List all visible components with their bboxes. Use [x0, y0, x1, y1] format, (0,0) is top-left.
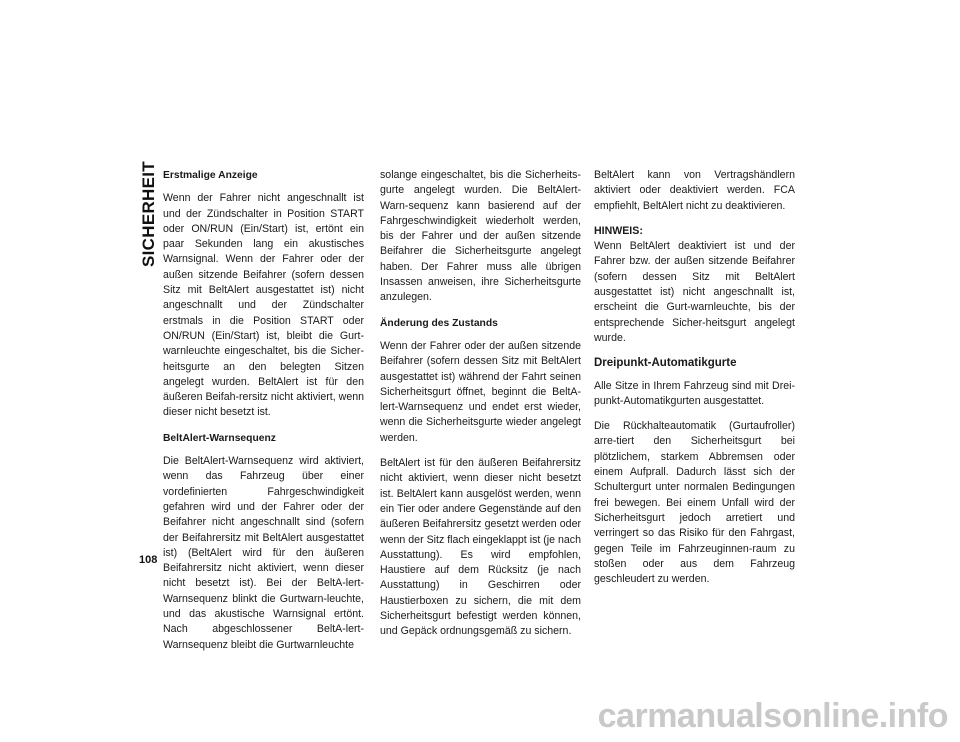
note-heading: HINWEIS:: [594, 224, 643, 237]
paragraph: Alle Sitze in Ihrem Fahrzeug sind mit Drei-punkt-Automatikgurten ausgestattet.: [594, 379, 795, 407]
note-paragraph: Wenn BeltAlert deaktiviert ist und der Fahrer bzw. der außen sitzende Beifahrer (sofern dessen Sitz mit BeltAlert ausgestattet ist) nicht angeschnallt ist, erscheint die Gurt-warnleuchte, bis der entsprechende Sicher-heitsgurt angelegt wurde.: [594, 240, 795, 344]
section-tab-label: SICHERHEIT: [139, 161, 158, 267]
paragraph: BeltAlert ist für den äußeren Beifahrersitz nicht aktiviert, wenn dieser nicht besetzt ist. BeltAlert kann ausgelöst werden, wenn ein Tier oder andere Gegenstände auf den äußeren Beifahrersitz gesetzt werden oder wenn der Sitz flach eingeklappt ist (je nach Ausstattung). Es wird empfohlen, Haustiere auf dem Rücksitz (je nach Ausstattung) in Geschirren oder Haustierboxen zu sichern, die mit dem Sicherheitsgurt befestigt werden können, und Gepäck ordnungsgemäß zu sichern.: [380, 457, 581, 638]
heading-dreipunkt-automatikgurte: Dreipunkt-Automatikgurte: [594, 357, 737, 370]
column-2: [380, 168, 581, 650]
heading-erstmalige-anzeige: Erstmalige Anzeige: [163, 170, 258, 181]
watermark: carmanualsonline.info: [597, 697, 948, 735]
heading-beltalert-warnsequenz: BeltAlert-Warnsequenz: [163, 432, 276, 444]
page-number: 108: [139, 554, 158, 566]
paragraph: Die Rückhalteautomatik (Gurtaufroller) arre-tiert den Sicherheitsgurt bei plötzlichem, starkem Abbremsen oder einem Aufprall. Dadurch lässt sich der Schultergurt unter normalen Bedingungen frei bewegen. Bei einem Unfall wird der Sicherheitsgurt jedoch arretiert und verringert so das Risiko für den Fahrgast, gegen Teile im Fahrzeuginnen-raum zu stoßen oder aus dem Fahrzeug geschleudert zu werden.: [594, 420, 795, 586]
section-tab: [139, 161, 158, 267]
heading-aenderung-des-zustands: Änderung des Zustands: [380, 317, 498, 329]
paragraph: Die BeltAlert-Warnsequenz wird aktiviert, wenn das Fahrzeug über einer vordefinierten Fahrgeschwindigkeit gefahren wird und der Fahrer oder der Beifahrer nicht angeschnallt sind (sofern der Beifahrersitz mit BeltAlert ausgestattet ist) (BeltAlert wird für den äußeren Beifahrersitz nicht aktiviert, wenn dieser nicht besetzt ist). Bei der BeltA-lert-Warnsequenz blinkt die Gurtwarn-leuchte, und das akustische Warnsignal ertönt. Nach abgeschlossener BeltA-lert-Warnsequenz bleibt die Gurtwarnleuchte: [163, 455, 364, 651]
paragraph: Wenn der Fahrer nicht angeschnallt ist und der Zündschalter in Position START oder ON/RUN (Ein/Start) ist, ertönt ein paar Sekunden lang ein akustisches Warnsignal. Wenn der Fahrer oder der außen sitzende Beifahrer (sofern dessen Sitz mit BeltAlert ausgestattet ist) nicht angeschnallt und der Zündschalter erstmals in die Position START oder ON/RUN (Ein/Start) ist, bleibt die Gurt-warnleuchte eingeschaltet, bis die Sicher-heitsgurte an den belegten Sitzen angelegt wurden. BeltAlert ist für den äußeren Beifah-rersitz nicht aktiviert, wenn dieser nicht besetzt ist.: [163, 192, 364, 419]
paragraph: solange eingeschaltet, bis die Sicherheits-gurte angelegt wurden. Die BeltAlert-Warn-sequenz kann basierend auf der Fahrgeschwindigkeit wiederholt werden, bis der Fahrer und der außen sitzende Beifahrer die Sicherheitsgurte angelegt haben. Der Fahrer muss alle übrigen Insassen anweisen, ihre Sicherheitsgurte anzulegen.: [380, 169, 581, 304]
column-1: [163, 168, 364, 663]
paragraph: Wenn der Fahrer oder der außen sitzende Beifahrer (sofern dessen Sitz mit BeltAlert ausgestattet ist) während der Fahrt seinen Sicherheitsgurt öffnet, beginnt die BeltA-lert-Warnsequenz und endet erst wieder, wenn die Sicherheitsgurte wieder angelegt werden.: [380, 339, 581, 444]
column-3: [594, 168, 795, 597]
paragraph: BeltAlert kann von Vertragshändlern aktiviert oder deaktiviert werden. FCA empfiehlt, BeltAlert nicht zu deaktivieren.: [594, 169, 795, 212]
